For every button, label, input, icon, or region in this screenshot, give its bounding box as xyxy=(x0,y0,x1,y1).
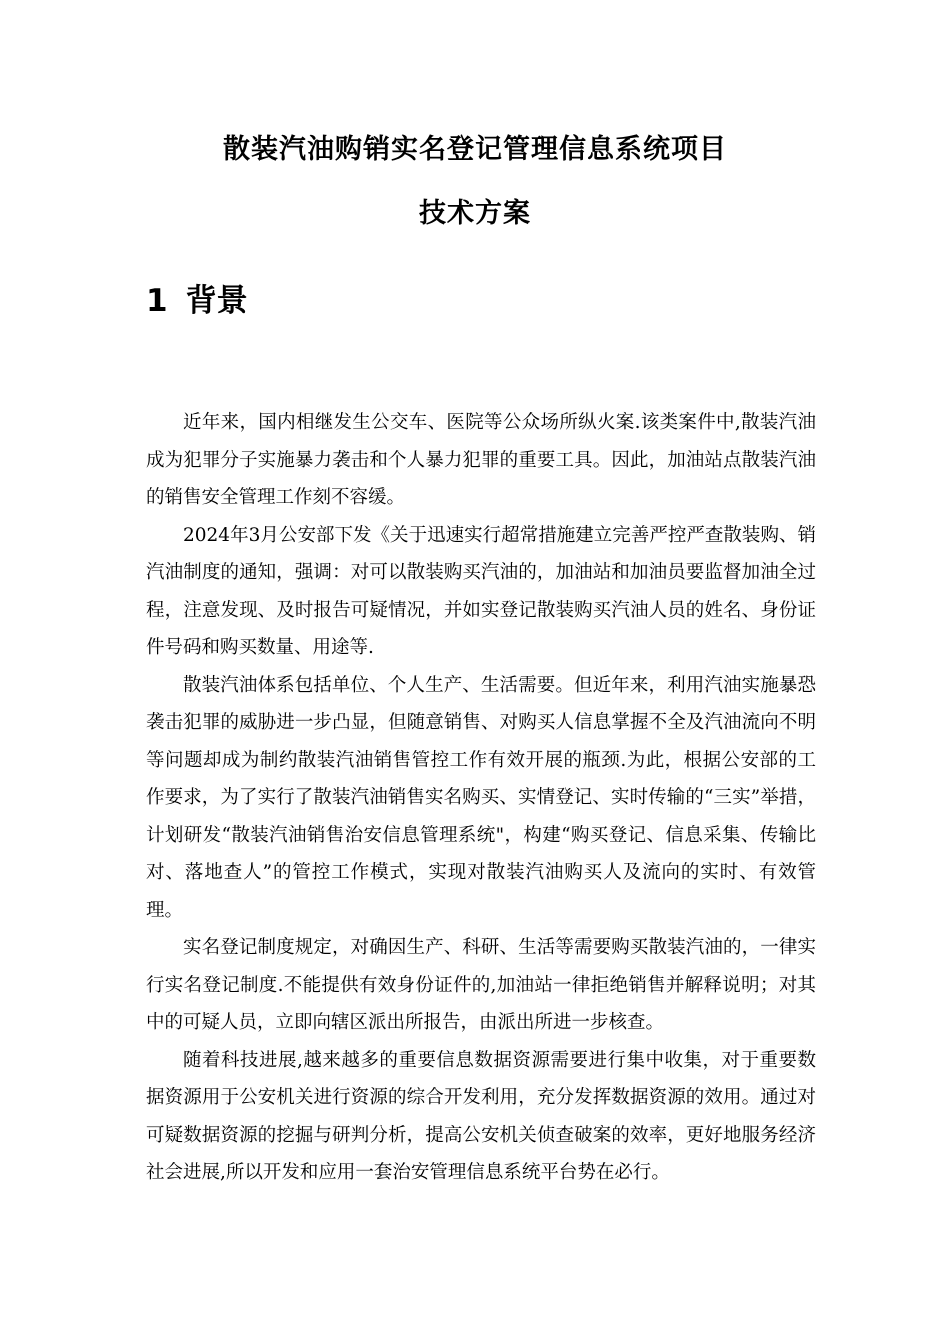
paragraph: 近年来，国内相继发生公交车、医院等公众场所纵火案.该类案件中,散装汽油成为犯罪分子实施暴力袭击和个人暴力犯罪的重要工具。因此，加油站点散装汽油的销售安全管理工作刻不容缓。 xyxy=(146,412,816,508)
document-subtitle: 技术方案 xyxy=(419,198,531,229)
section-body xyxy=(146,404,816,1192)
paragraph: 随着科技进展,越来越多的重要信息数据资源需要进行集中收集，对于重要数据资源用于公安机关进行资源的综合开发利用，充分发挥数据资源的效用。通过对可疑数据资源的挖掘与研判分析，提高公安机关侦查破案的效率，更好地服务经济社会进展,所以开发和应用一套治安管理信息系统平台势在必行。 xyxy=(146,1049,816,1183)
section-title: 背景 xyxy=(185,283,248,319)
document-title: 散装汽油购销实名登记管理信息系统项目 xyxy=(223,134,727,165)
paragraph: 散装汽油体系包括单位、个人生产、生活需要。但近年来，利用汽油实施暴恐袭击犯罪的威胁进一步凸显，但随意销售、对购买人信息掌握不全及汽油流向不明等问题却成为制约散装汽油销售管控工作有效开展的瓶颈.为此，根据公安部的工作要求，为了实行了散装汽油销售实名购买、实情登记、实时传输的“三实”举措，计划研发“散装汽油销售治安信息管理系统"，构建“购买登记、信息采集、传输比对、落地查人”的管控工作模式，实现对散装汽油购买人及流向的实时、有效管理。 xyxy=(146,674,816,921)
section-heading xyxy=(146,283,248,319)
paragraph: 2024年3月公安部下发《关于迅速实行超常措施建立完善严控严查散装购、销汽油制度的通知，强调：对可以散装购买汽油的，加油站和加油员要监督加油全过程，注意发现、及时报告可疑情况，并如实登记散装购买汽油人员的姓名、身份证件号码和购买数量、用途等. xyxy=(146,524,816,658)
paragraph: 实名登记制度规定，对确因生产、科研、生活等需要购买散装汽油的，一律实行实名登记制度.不能提供有效身份证件的,加油站一律拒绝销售并解释说明；对其中的可疑人员，立即向辖区派出所报告，由派出所进一步核查。 xyxy=(146,937,816,1033)
section-number: 1 xyxy=(146,283,168,319)
